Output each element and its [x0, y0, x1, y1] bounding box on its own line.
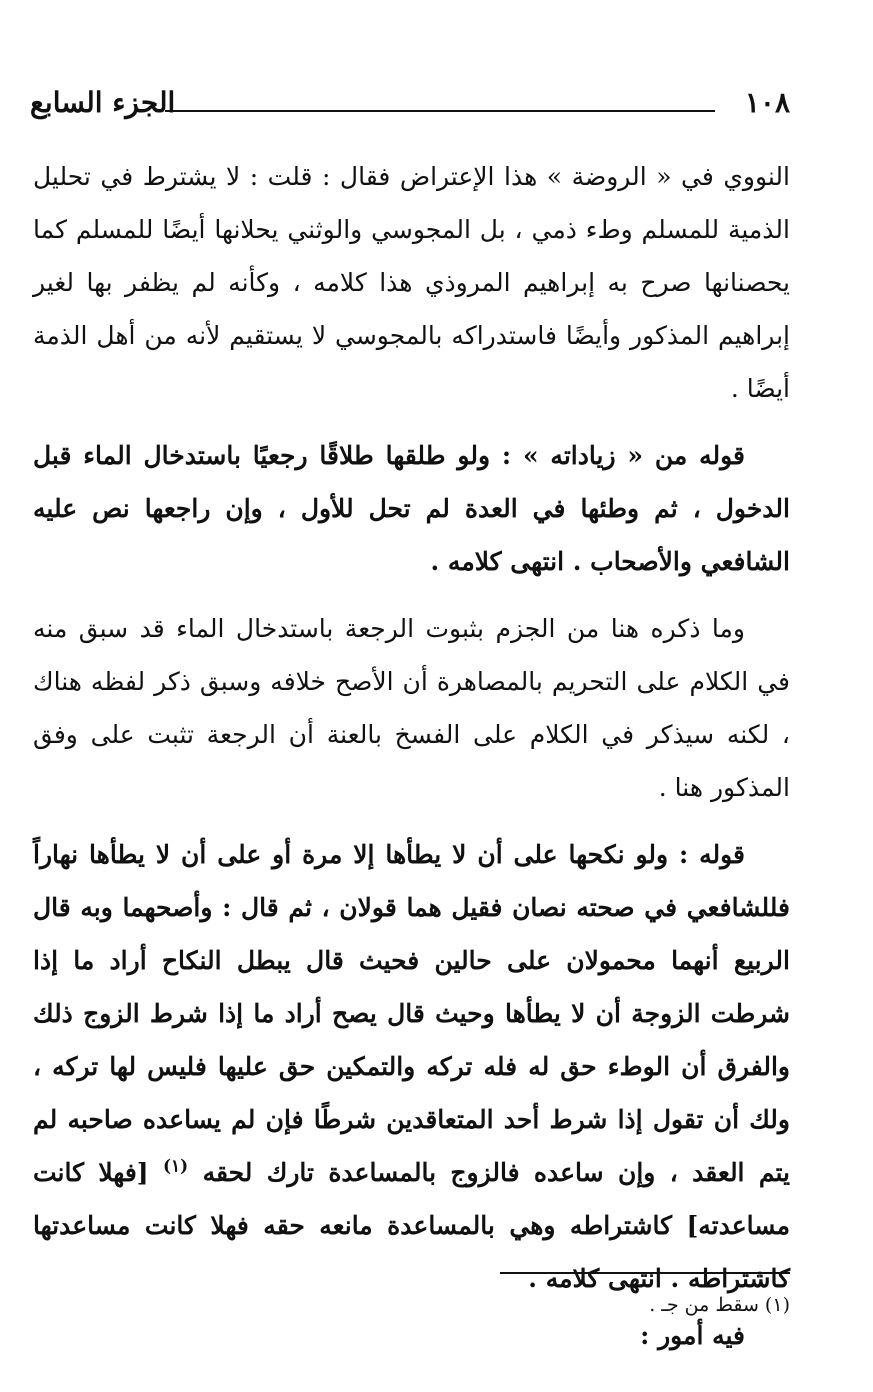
footnote-marker: (١) — [162, 1156, 189, 1177]
paragraph-3: وما ذكره هنا من الجزم بثبوت الرجعة باستدخال الماء قد سبق منه في الكلام على التحريم بالمصاهرة أن الأصح خلافه وسبق ذكر لفظه هناك ، لكنه سيذكر في الكلام على الفسخ بالعنة أن الرجعة تثبت على وفق المذكور هنا . — [33, 614, 790, 802]
page-header — [30, 86, 790, 126]
paragraph-4-text-before: قوله : ولو نكحها على أن لا يطأها إلا مرة أو على أن لا يطأها نهاراً فللشافعي في صحته نصان فقيل هما قولان ، ثم قال : وأصحهما وبه قال الربيع أنهما محمولان على حالين فحيث قال يبطل النكاح أراد ما إذا شرطت الزوجة أن لا يطأها وحيث قال يصح أراد ما إذا شرط الزوج ذلك والفرق أن الوطء حق له فله تركه والتمكين حق عليها فليس لها تركه ، ولك أن تقول إذا شرط أحد المتعاقدين شرطًا فإن لم يساعده صاحبه لم يتم العقد ، وإن ساعده فالزوج بالمساعدة تارك لحقه — [33, 840, 790, 1187]
paragraph-5: فيه أمور : — [640, 1321, 745, 1350]
running-title: الجزء السابع — [30, 86, 176, 119]
footnote: (١) سقط من جـ . — [649, 1294, 790, 1316]
paragraph-1: النووي في « الروضة » هذا الإعتراض فقال : قلت : لا يشترط في تحليل الذمية للمسلم وطء ذمي ، بل المجوسي والوثني يحلانها أيضًا للمسلم كما يحصنانها صرح به إبراهيم المروذي هذا كلامه ، وكأنه لم يظفر بها لغير إبراهيم المذكور وأيضًا فاستدراكه بالمجوسي لا يستقيم لأنه من أهل الذمة أيضًا . — [33, 162, 790, 403]
page-number: ١٠٨ — [744, 86, 790, 119]
paragraph-2: قوله من « زياداته » : ولو طلقها طلاقًا رجعيًا باستدخال الماء قبل الدخول ، ثم وطئها في العدة لم تحل للأول ، وإن راجعها نص عليه الشافعي والأصحاب . انتهى كلامه . — [33, 441, 790, 576]
header-rule — [165, 110, 715, 112]
footnote-rule — [500, 1272, 790, 1274]
page-body — [33, 150, 790, 1362]
paragraph-4-text-after: [فهلا كانت مساعدته] كاشتراطه وهي بالمساعدة مانعه حقه فهلا كانت مساعدتها كاشتراطه . انتهى كلامه . — [33, 1158, 790, 1293]
paragraph-4 — [33, 828, 790, 1305]
